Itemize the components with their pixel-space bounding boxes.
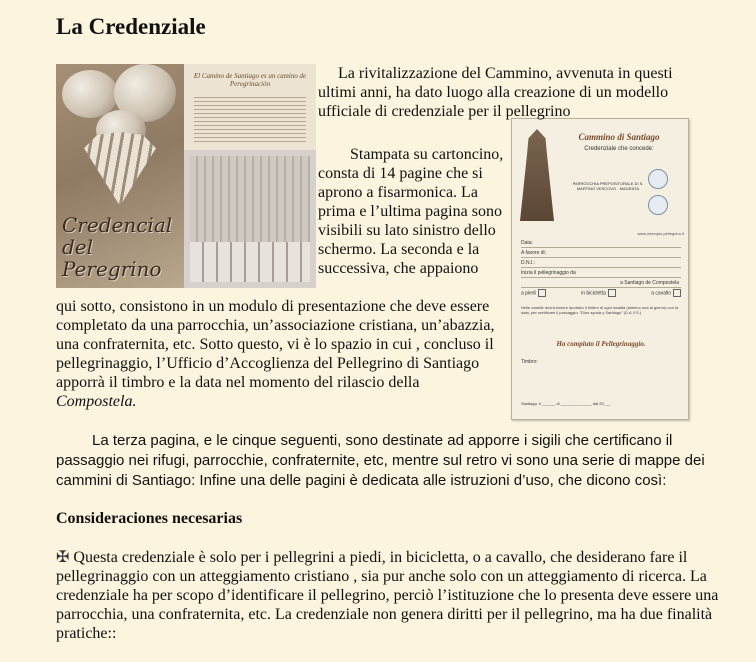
form-field: Inizia il pellegrinaggio da xyxy=(521,269,681,278)
cover-text-lines xyxy=(194,94,306,144)
form-parish: PARROCCHIA PREPOSITURALE DI S. MARTINO VESCOVO - MAGENTA xyxy=(572,181,644,191)
cover-caption: Credencial del Peregrino xyxy=(62,213,173,281)
form-note: Nelle caselle dovrà essere riportato il timbro di ogni località (almeno una al giorno) con la data, per certificare il passaggio: "Dios ayuda y Santiago" (D.A.Y.S.) xyxy=(521,305,679,315)
form-stamp-label: Timbro: xyxy=(521,359,538,365)
paragraph-considerations: ✠ Questa credenziale è solo per i pellegrini a piedi, in bicicletta, o a cavallo, che desiderano fare il pellegrinaggio con un atteggiamento cristiano , sia pur anche solo con un atteggiamento di ricerca. La credenziale ha per scopo d’identificare il pellegrino, perciò l’istituzione che lo presenta deve essere una parrocchia, una confraternita, etc. La credenziale non genera diritti per il pellegrino, ma ha due finalità pratiche:: xyxy=(56,549,719,642)
check-horse: a cavallo xyxy=(651,289,681,297)
scallop-shell-icon xyxy=(84,132,156,206)
cover-text-panel xyxy=(184,64,316,150)
cover-back-panel xyxy=(184,64,316,288)
cathedral-arcade-picture xyxy=(190,242,310,282)
form-title: Cammino di Santiago xyxy=(578,132,660,142)
form-field: A favore di: xyxy=(521,249,681,258)
cover-front-panel xyxy=(56,64,184,288)
cross-bullet-icon: ✠ xyxy=(56,549,70,566)
form-field: D.N.I.: xyxy=(521,259,681,268)
paragraph-printing-bottom: qui sotto, consistono in un modulo di presentazione che deve essere completato da una parrocchia, un’associazione cristiana, un’abazzia, una confraternita, etc. Sotto questo, vi è lo spazio in cui , concluso il pellegrinaggio, l’Ufficio d’Accoglienza del Pellegrino di Santiago apporrà il timbro e la data nel momento del rilascio della Compostela. xyxy=(56,298,495,410)
form-completed-heading: Ha compiuto il Pellegrinaggio. xyxy=(556,340,646,348)
credential-cover-image xyxy=(56,64,316,288)
compostela-italic: Compostela. xyxy=(56,393,137,410)
check-on-foot: a piedi xyxy=(521,289,546,297)
travel-mode-checks xyxy=(521,289,681,297)
form-field: Data: xyxy=(521,239,681,248)
paragraph-intro: La rivitalizzazione del Cammino, avvenuta in questi ultimi anni, ha dato luogo alla creazione di un modello ufficiale di credenziale per il pellegrino xyxy=(318,65,673,120)
paragraph-printing-top: Stampata su cartoncino, consta di 14 pagine che si aprono a fisarmonica. La prima e l’ultima pagina sono visibili su lato sinistro dello schermo. La seconda e la successiva, che appaiono xyxy=(318,146,504,277)
section-heading: Consideraciones necesarias xyxy=(56,510,243,527)
form-website: www.esempio-pellegrino.it xyxy=(637,231,684,236)
form-date-line: Santiago, il ______ di ______________ dal 20___ xyxy=(521,401,611,406)
pebble-shape xyxy=(62,70,118,118)
credential-form-image xyxy=(511,118,689,420)
form-field: a Santiago de Compostela xyxy=(521,279,681,288)
page-title: La Credenziale xyxy=(56,14,206,39)
check-bicycle: in bicicletta xyxy=(581,289,616,297)
saint-james-figure-icon xyxy=(520,129,554,221)
form-subtitle: Credenziale che concede: xyxy=(584,146,654,152)
paragraph-pages: La terza pagina, e le cinque seguenti, sono destinate ad apporre i sigili che certificano il passaggio nei rifugi, parrocchie, confraternite, etc, mentre sul retro vi sono una serie di mappe dei cammini di Santiago: Infine una delle pagini è dedicata alle istruzioni d’uso, che dicono così: xyxy=(56,432,705,489)
parish-seal-icon xyxy=(648,169,668,189)
association-seal-icon xyxy=(648,195,668,215)
cover-heading: El Camino de Santiago es un camino de Peregrinación xyxy=(193,72,307,88)
